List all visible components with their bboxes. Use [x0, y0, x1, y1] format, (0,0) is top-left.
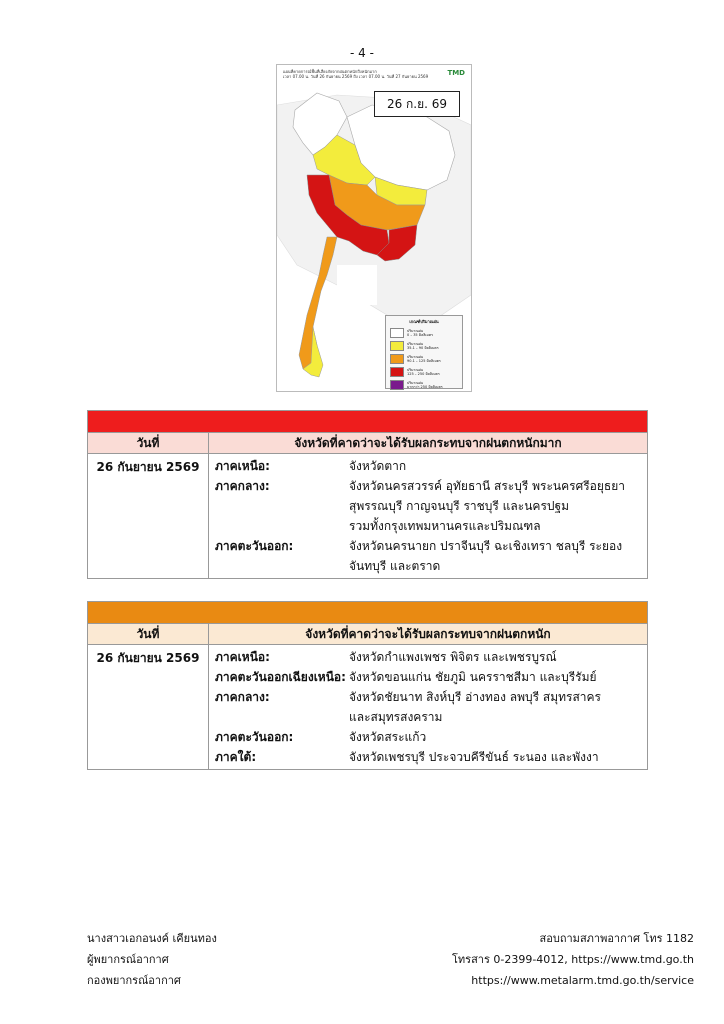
contact-fax-website[interactable]: โทรสาร 0-2399-4012, https://www.tmd.go.th: [452, 953, 694, 966]
legend-item: [390, 328, 458, 338]
severity-band-red: [88, 411, 648, 433]
legend-item: [390, 367, 458, 377]
region-name: [209, 556, 349, 576]
region-row: [209, 556, 647, 576]
legend-swatch: [390, 367, 404, 377]
legend-swatch: [390, 354, 404, 364]
forecast-date: 26 กันยายน 2569: [88, 454, 209, 579]
legend-label: ปริมาณฝน 125 – 250 มิลลิเมตร: [407, 368, 440, 376]
province-list: [209, 645, 648, 770]
forecast-date: 26 กันยายน 2569: [88, 645, 209, 770]
province-text: จันทบุรี และตราด: [349, 559, 441, 573]
region-name: [209, 516, 349, 536]
map-header-period: เวลา 07.00 น. วันที่ 26 กันยายน 2569 ถึง เวลา 07.00 น. วันที่ 27 กันยายน 2569: [283, 74, 429, 79]
province-text: สุพรรณบุรี กาญจนบุรี ราชบุรี และนครปฐม: [349, 499, 570, 513]
legend-label: ปริมาณฝน 35.1 – 90 มิลลิเมตร: [407, 342, 439, 350]
contact-phone: สอบถามสภาพอากาศ โทร 1182: [539, 932, 694, 945]
legend-label: ปริมาณฝน 90.1 – 125 มิลลิเมตร: [407, 355, 441, 363]
province-text: จังหวัดกำแพงเพชร พิจิตร และเพชรบูรณ์: [349, 650, 557, 664]
region-row: [209, 667, 647, 687]
rainfall-map: [276, 64, 472, 392]
region-row: [209, 476, 647, 496]
region-row: [209, 536, 647, 556]
region-row: [209, 496, 647, 516]
column-header-date: วันที่: [88, 433, 209, 454]
legend-swatch: [390, 380, 404, 390]
region-name: ภาคกลาง:: [215, 479, 270, 493]
region-row: [209, 687, 647, 707]
province-text: จังหวัดนครนายก ปราจีนบุรี ฉะเชิงเทรา ชลบุรี ระยอง: [349, 539, 623, 553]
region-name: [209, 496, 349, 516]
region-row: [209, 456, 647, 476]
region-name: ภาคตะวันออกเฉียงเหนือ:: [215, 670, 346, 684]
forecaster-name: นางสาวเอกอนงค์ เคียนทอง: [87, 932, 217, 945]
map-date-label: 26 ก.ย. 69: [374, 91, 460, 117]
province-text: จังหวัดนครสวรรค์ อุทัยธานี สระบุรี พระนครศรีอยุธยา: [349, 479, 625, 493]
region-row: [209, 747, 647, 767]
forecaster-title: ผู้พยากรณ์อากาศ: [87, 953, 169, 966]
heavy-rain-table: [87, 601, 648, 770]
column-header-provinces: จังหวัดที่คาดว่าจะได้รับผลกระทบจากฝนตกหนัก: [209, 624, 648, 645]
province-text: จังหวัดขอนแก่น ชัยภูมิ นครราชสีมา และบุรีรัมย์: [349, 670, 597, 684]
legend-item: [390, 380, 458, 390]
region-name: ภาคตะวันออก:: [215, 539, 294, 553]
forecaster-signature: [87, 928, 217, 991]
region-row: [209, 647, 647, 667]
map-header-title: แผนที่คาดการณ์พื้นที่เสี่ยงภัยจากฝนตกหนักถึงหนักมาก: [283, 69, 377, 74]
province-text: จังหวัดเพชรบุรี ประจวบคีรีขันธ์ ระนอง และพังงา: [349, 750, 599, 764]
region-name: ภาคเหนือ:: [215, 459, 270, 473]
legend-title: เกณฑ์ปริมาณฝน: [409, 319, 439, 324]
province-text: จังหวัดตาก: [349, 459, 407, 473]
region-row: [209, 727, 647, 747]
severity-band-orange: [88, 602, 648, 624]
province-text: จังหวัดสระแก้ว: [349, 730, 427, 744]
region-row: [209, 516, 647, 536]
region-name: ภาคกลาง:: [215, 690, 270, 704]
legend-swatch: [390, 341, 404, 351]
region-name: [209, 707, 349, 727]
map-legend: [385, 315, 463, 389]
legend-swatch: [390, 328, 404, 338]
column-header-provinces: จังหวัดที่คาดว่าจะได้รับผลกระทบจากฝนตกหนักมาก: [209, 433, 648, 454]
province-list: [209, 454, 648, 579]
contact-info: [452, 928, 694, 991]
heavy-rain-very-table: [87, 410, 648, 579]
region-name: ภาคใต้:: [215, 750, 257, 764]
page-number: - 4 -: [350, 46, 374, 60]
forecaster-division: กองพยากรณ์อากาศ: [87, 974, 181, 987]
contact-service-link[interactable]: https://www.metalarm.tmd.go.th/service: [471, 974, 694, 987]
province-text: และสมุทรสงคราม: [349, 710, 443, 724]
region-name: ภาคตะวันออก:: [215, 730, 294, 744]
region-name: ภาคเหนือ:: [215, 650, 270, 664]
legend-item: [390, 341, 458, 351]
province-text: จังหวัดชัยนาท สิงห์บุรี อ่างทอง ลพบุรี สมุทรสาคร: [349, 690, 602, 704]
legend-item: [390, 354, 458, 364]
column-header-date: วันที่: [88, 624, 209, 645]
legend-label: ปริมาณฝน มากกว่า 250 มิลลิเมตร: [407, 381, 443, 389]
region-row: [209, 707, 647, 727]
province-text: รวมทั้งกรุงเทพมหานครและปริมณฑล: [349, 519, 541, 533]
legend-label: ปริมาณฝน 0 – 35 มิลลิเมตร: [407, 329, 434, 337]
tmd-logo: TMD: [447, 69, 465, 77]
